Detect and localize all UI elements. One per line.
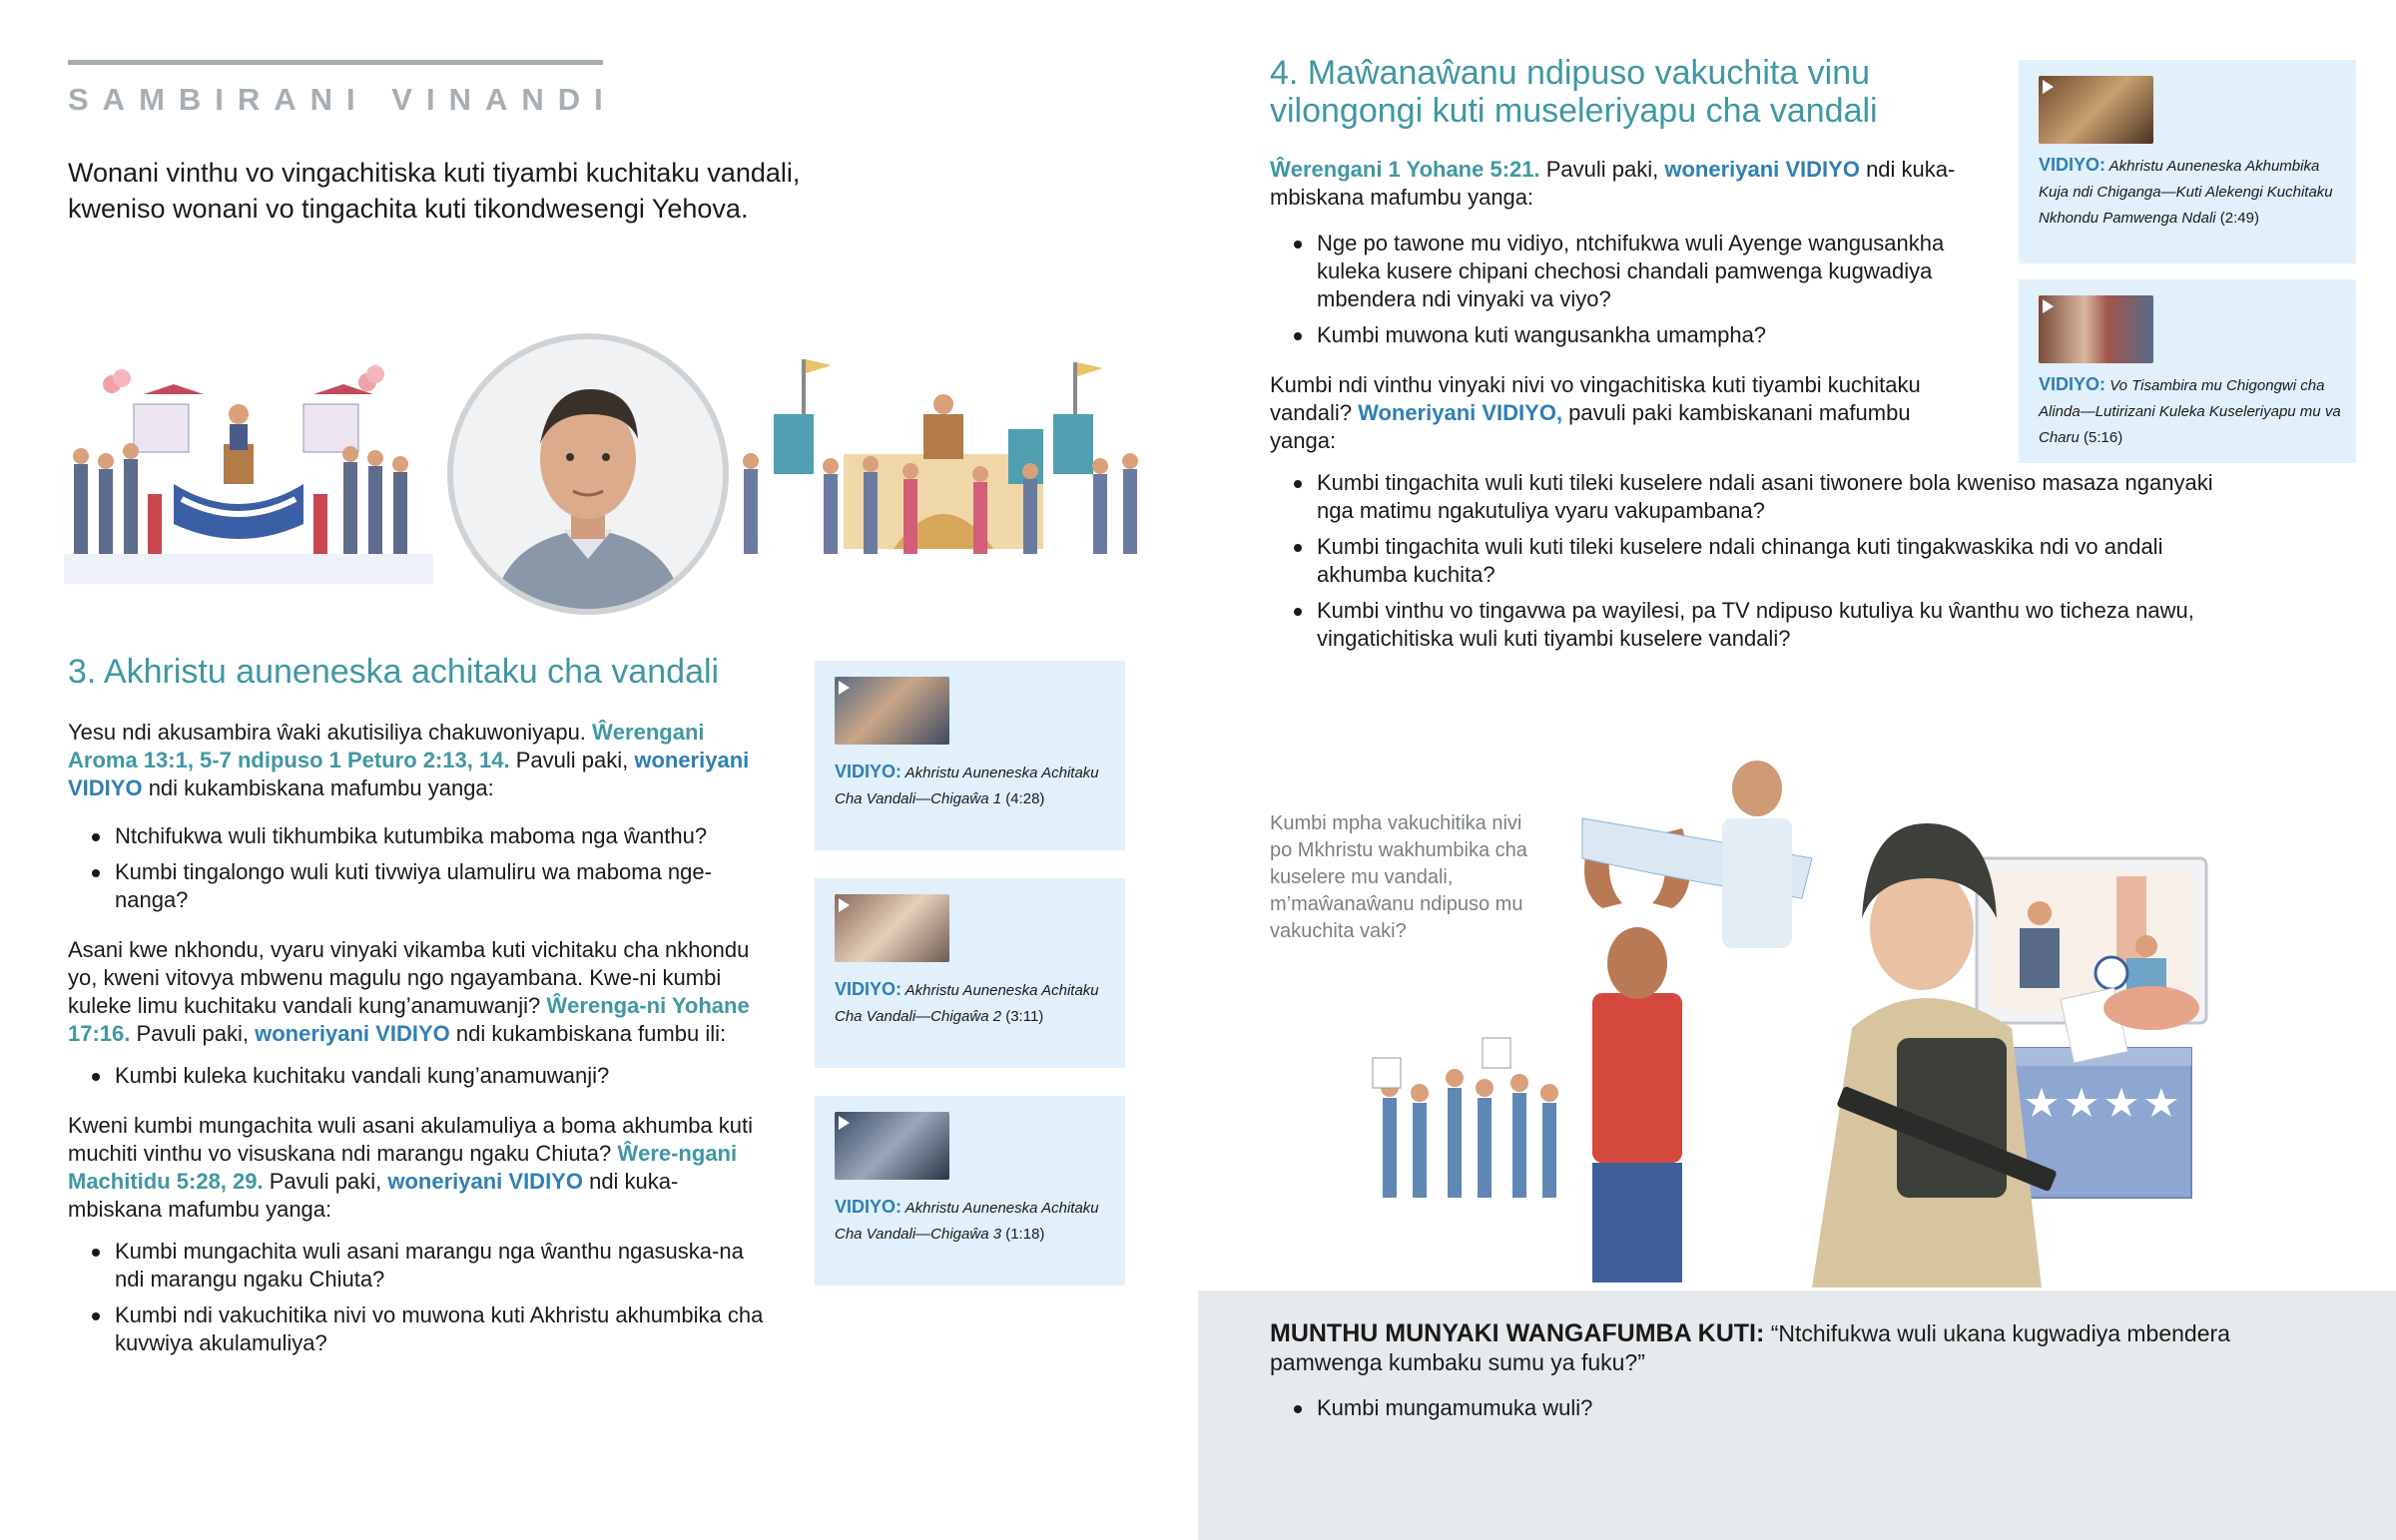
portrait-illustration <box>447 333 729 615</box>
scripture-reference-link[interactable]: Ŵerengani 1 Yohane 5:21. <box>1270 157 1540 182</box>
video-caption <box>835 759 1111 812</box>
paragraph-text: ndi kuka-mbiskana mafumbu yanga: <box>68 1169 679 1222</box>
section-3-heading: 3. Akhristu auneneska achitaku cha vandali <box>68 653 720 691</box>
play-icon[interactable] <box>2043 299 2054 313</box>
question-item: Nge po tawone mu vidiyo, ntchifukwa wuli Ayenge wangusankha kuleka kusere chipani chechosi chandali pamwenga kugwadiya mbendera ndi vinyaki va viyo? <box>1270 230 1989 313</box>
video-title[interactable]: Akhristu Auneneska Achitaku Cha Vandali—Chigaŵa 1 <box>835 765 1099 807</box>
section-4-heading: 4. Maŵanaŵanu ndipuso vakuchita vinu vilongongi kuti museleriyapu cha vandali <box>1270 54 1878 130</box>
video-duration: (5:16) <box>2084 429 2123 446</box>
paragraph-text: Asani kwe nkhondu, vyaru vinyaki vikamba kuti vichitaku cha nkhondu yo, kweni vitovya mbwenu magulu ngo ngayambana. Kwe-ni kumbi kuleke limu kuchitaku vandali kung’anamuwanji? <box>68 937 750 1018</box>
footer-label: MUNTHU MUNYAKI WANGAFUMBA KUTI: <box>1270 1319 1765 1347</box>
video-thumbnail[interactable] <box>2039 295 2153 363</box>
watch-video-link[interactable]: woneriyani VIDIYO <box>1664 157 1860 182</box>
video-card[interactable] <box>815 878 1125 1068</box>
question-item: Kumbi muwona kuti wangusankha umampha? <box>1270 321 1989 349</box>
rally-illustration-right <box>734 354 1153 594</box>
video-thumbnail[interactable] <box>835 1112 949 1180</box>
video-caption <box>2039 371 2342 451</box>
question-item: Kumbi tingachita wuli kuti tileki kuselere ndali chinanga kuti tingakwaskika ndi vo andali akhumba kuchita? <box>1270 533 2228 589</box>
scripture-reference-link[interactable]: Ŵere-ngani Machitidu 5:28, 29. <box>68 1141 738 1194</box>
paragraph-text: Kumbi ndi vinthu vinyaki nivi vo vingachitiska kuti tiyambi kuchitaku vandali? <box>1270 372 1921 425</box>
play-icon[interactable] <box>839 1116 850 1130</box>
question-item: Kumbi mungamumuka wuli? <box>1270 1394 2168 1422</box>
video-label: VIDIYO: <box>835 762 902 781</box>
scripture-reference-link[interactable]: Ŵerenga-ni Yohane 17:16. <box>68 993 750 1046</box>
watch-video-link[interactable]: woneriyani VIDIYO <box>68 748 750 800</box>
paragraph-text: Pavuli paki, <box>1539 157 1665 182</box>
footer-question-list <box>1270 1394 2168 1430</box>
video-title[interactable]: Vo Tisambira mu Chigongwi cha Alinda—Lutirizani Kuleka Kuseleriyapu mu va Charu <box>2039 377 2341 446</box>
paragraph-text: Yesu ndi akusambira ŵaki akutisiliya chakuwoniyapu. <box>68 720 593 745</box>
section-3-paragraph-3 <box>68 1112 767 1224</box>
video-card[interactable] <box>2019 60 2356 263</box>
video-label: VIDIYO: <box>2039 374 2106 394</box>
video-card[interactable] <box>815 661 1125 850</box>
video-duration: (3:11) <box>1005 1008 1044 1025</box>
paragraph-text: pavuli paki kambiskanani mafumbu yanga: <box>1270 400 1911 453</box>
rally-illustration-left <box>64 354 433 594</box>
video-duration: (1:18) <box>1005 1226 1045 1243</box>
question-item: Kumbi ndi vakuchitika nivi vo muwona kuti Akhristu akhumbika cha kuvwiya akulamuliya? <box>68 1301 767 1357</box>
section-label: SAMBIRANI VINANDI <box>68 82 617 117</box>
section-3-body <box>68 719 767 1365</box>
watch-video-link[interactable]: woneriyani VIDIYO <box>387 1169 583 1194</box>
question-item: Kumbi kuleka kuchitaku vandali kung’anamuwanji? <box>68 1062 767 1090</box>
question-item: Kumbi mungachita wuli asani marangu nga ŵanthu ngasuska-na ndi marangu ngaku Chiuta? <box>68 1238 767 1293</box>
video-title[interactable]: Akhristu Auneneska Akhumbika Kuja ndi Chiganga—Kuti Alekengi Kuchitaku Nkhondu Pamwenga Ndali <box>2039 158 2333 227</box>
paragraph-text: ndi kuka-mbiskana mafumbu yanga: <box>1270 157 1956 210</box>
video-caption <box>2039 152 2342 232</box>
question-item: Ntchifukwa wuli tikhumbika kutumbika maboma nga ŵanthu? <box>68 822 767 850</box>
footer-question <box>1270 1319 2288 1377</box>
question-list <box>1270 230 1989 349</box>
question-list <box>68 1062 767 1090</box>
video-label: VIDIYO: <box>835 979 902 999</box>
scene-illustration <box>1353 759 2326 1287</box>
play-icon[interactable] <box>839 681 850 695</box>
intro-text: Wonani vinthu vo vingachitiska kuti tiyambi kuchitaku vandali, kweniso wonani vo tingachita kuti tikondwesengi Yehova. <box>68 158 801 224</box>
section-4-paragraph-2 <box>1270 371 1979 455</box>
video-duration: (4:28) <box>1005 790 1045 807</box>
video-title[interactable]: Akhristu Auneneska Achitaku Cha Vandali—Chigaŵa 3 <box>835 1200 1099 1243</box>
play-icon[interactable] <box>2043 80 2054 94</box>
section-4-paragraph-1 <box>1270 156 1979 212</box>
question-list <box>68 822 767 914</box>
scripture-reference-link[interactable]: Ŵerengani Aroma 13:1, 5-7 ndipuso 1 Peturo 2:13, 14. <box>68 720 705 772</box>
illustration-caption: Kumbi mpha vakuchitika nivi po Mkhristu wakhumbika cha kuselere mu vandali, m’maŵanaŵanu ndipuso mu vakuchita vaki? <box>1270 812 1527 942</box>
question-item: Kumbi vinthu vo tingavwa pa wayilesi, pa TV ndipuso kutuliya ku ŵanthu wo ticheza nawu, vingatichitiska wuli kuti tiyambi kuselere vandali? <box>1270 597 2228 653</box>
question-list <box>1270 469 2228 653</box>
video-title[interactable]: Akhristu Auneneska Achitaku Cha Vandali—Chigaŵa 2 <box>835 982 1099 1025</box>
footer-quote: “Ntchifukwa wuli ukana kugwadiya mbendera pamwenga kumbaku sumu ya fuku?” <box>1270 1320 2230 1375</box>
paragraph-text: ndi kukambiskana mafumbu yanga: <box>142 775 494 800</box>
paragraph-text: Pavuli paki, <box>130 1021 256 1046</box>
video-duration: (2:49) <box>2219 210 2259 227</box>
question-item: Kumbi tingachita wuli kuti tileki kuselere ndali asani tiwonere bola kweniso masaza nganyaki nga matimu ngakutuliya vyaru vakupambana? <box>1270 469 2228 525</box>
paragraph-text: Pavuli paki, <box>509 748 635 772</box>
video-label: VIDIYO: <box>2039 155 2106 175</box>
video-caption <box>835 976 1111 1030</box>
video-thumbnail[interactable] <box>835 894 949 962</box>
play-icon[interactable] <box>839 898 850 912</box>
video-label: VIDIYO: <box>835 1197 902 1217</box>
video-thumbnail[interactable] <box>835 677 949 745</box>
video-caption <box>835 1194 1111 1248</box>
watch-video-link[interactable]: Woneriyani VIDIYO, <box>1358 400 1563 425</box>
video-card[interactable] <box>2019 279 2356 463</box>
paragraph-text: Pavuli paki, <box>263 1169 388 1194</box>
paragraph-text: ndi kukambiskana fumbu ili: <box>449 1021 727 1046</box>
watch-video-link[interactable]: woneriyani VIDIYO <box>255 1021 450 1046</box>
question-item: Kumbi tingalongo wuli kuti tivwiya ulamuliru wa maboma nge-nanga? <box>68 858 767 914</box>
video-card[interactable] <box>815 1096 1125 1285</box>
video-thumbnail[interactable] <box>2039 76 2153 144</box>
section-label-rule <box>68 60 603 65</box>
section-3-paragraph-1 <box>68 719 767 802</box>
question-list <box>68 1238 767 1357</box>
section-3-paragraph-2 <box>68 936 767 1048</box>
paragraph-text: Kweni kumbi mungachita wuli asani akulamuliya a boma akhumba kuti muchiti vinthu vo visuskana ndi marangu ngaku Chiuta? <box>68 1113 754 1166</box>
